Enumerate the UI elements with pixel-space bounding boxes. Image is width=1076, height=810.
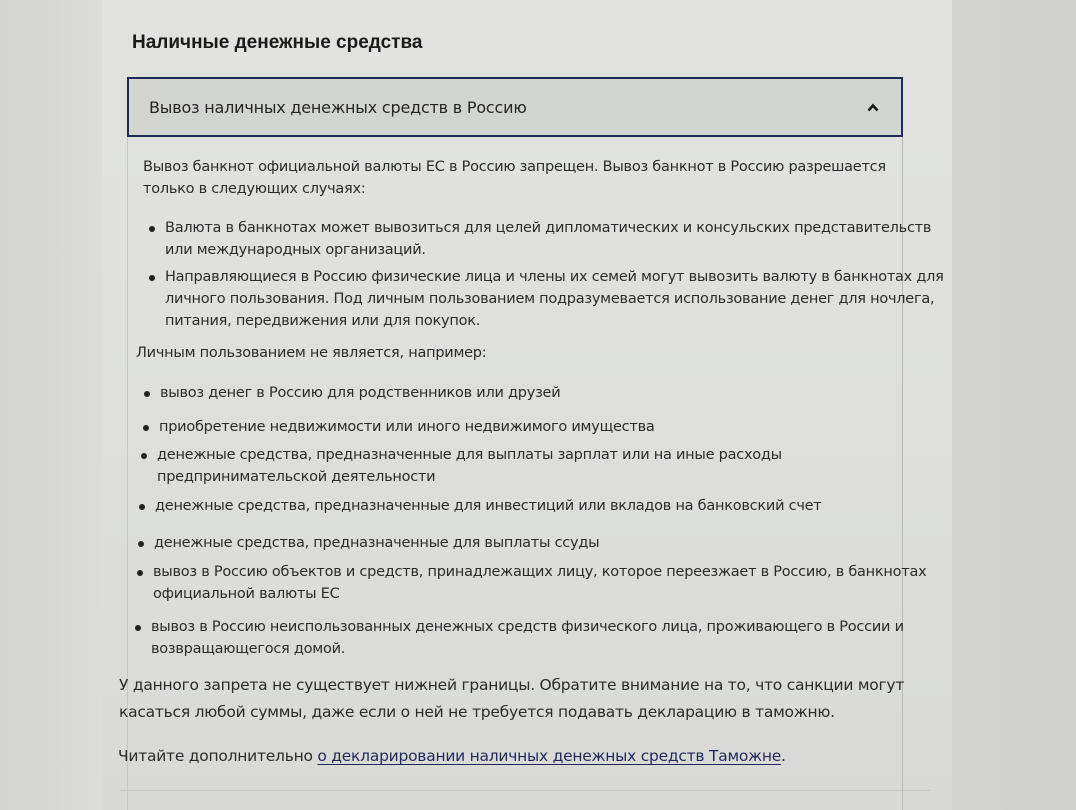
allowed-case-item (147, 217, 931, 261)
cash-declaration-link[interactable]: о декларировании наличных денежных средств Таможне (317, 747, 782, 765)
allowed-case-1-line-2: или международных организаций. (165, 242, 426, 258)
not-personal-use-heading: Личным пользованием не является, например: (136, 345, 487, 361)
list-item-text: официальной валюты ЕС (153, 586, 340, 602)
read-more-suffix: . (781, 747, 786, 765)
intro-line-1: Вывоз банкнот официальной валюты ЕС в Россию запрещен. Вывоз банкнот в Россию разрешается (143, 159, 886, 175)
list-item-text: денежные средства, предназначенные для выплаты зарплат или на иные расходы (157, 447, 782, 463)
read-more-prefix: Читайте дополнительно (118, 747, 318, 765)
intro-line-2: только в следующих случаях: (143, 181, 366, 197)
intro-paragraph (143, 156, 886, 200)
allowed-case-2-line-3: питания, передвижения или для покупок. (165, 313, 481, 329)
list-item (137, 495, 822, 517)
divider (120, 790, 930, 791)
accordion-header-label: Вывоз наличных денежных средств в Россию (149, 97, 527, 117)
list-item-text: денежные средства, предназначенные для выплаты ссуды (154, 535, 600, 551)
list-item-text: предпринимательской деятельности (157, 469, 436, 485)
allowed-case-2-line-2: личного пользования. Под личным пользованием подразумевается использование денег для ночлега, (165, 291, 935, 307)
list-item (141, 416, 655, 438)
chevron-up-icon[interactable] (867, 101, 879, 113)
note-line-1: У данного запрета не существует нижней границы. Обратите внимание на то, что санкции могут (119, 676, 905, 694)
list-item (139, 444, 782, 488)
note-line-2: касаться любой суммы, даже если о ней не требуется подавать декларацию в таможню. (119, 703, 835, 721)
list-item-text: вывоз в Россию неиспользованных денежных средств физического лица, проживающего в России и (151, 619, 904, 635)
allowed-case-1-line-1: Валюта в банкнотах может вывозиться для целей дипломатических и консульских представительств (165, 220, 932, 236)
list-item-text: вывоз в Россию объектов и средств, принадлежащих лицу, которое переезжает в Россию, в банкнотах (153, 564, 927, 580)
list-item (136, 532, 599, 554)
allowed-case-item (147, 266, 944, 332)
no-lower-limit-note (119, 672, 904, 726)
list-item (142, 382, 560, 404)
list-item (133, 616, 904, 660)
list-item (135, 561, 926, 605)
list-item-text: вывоз денег в Россию для родственников или друзей (160, 385, 561, 401)
allowed-case-2-line-1: Направляющиеся в Россию физические лица и члены их семей могут вывозить валюту в банкнотах для (165, 269, 944, 285)
list-item-text: денежные средства, предназначенные для инвестиций или вкладов на банковский счет (155, 498, 822, 514)
list-item-text: возвращающегося домой. (151, 641, 346, 657)
read-more-paragraph (118, 745, 786, 767)
section-title: Наличные денежные средства (132, 32, 423, 53)
list-item-text: приобретение недвижимости или иного недвижимого имущества (159, 419, 655, 435)
accordion-header-cash-export-russia[interactable] (127, 77, 903, 137)
